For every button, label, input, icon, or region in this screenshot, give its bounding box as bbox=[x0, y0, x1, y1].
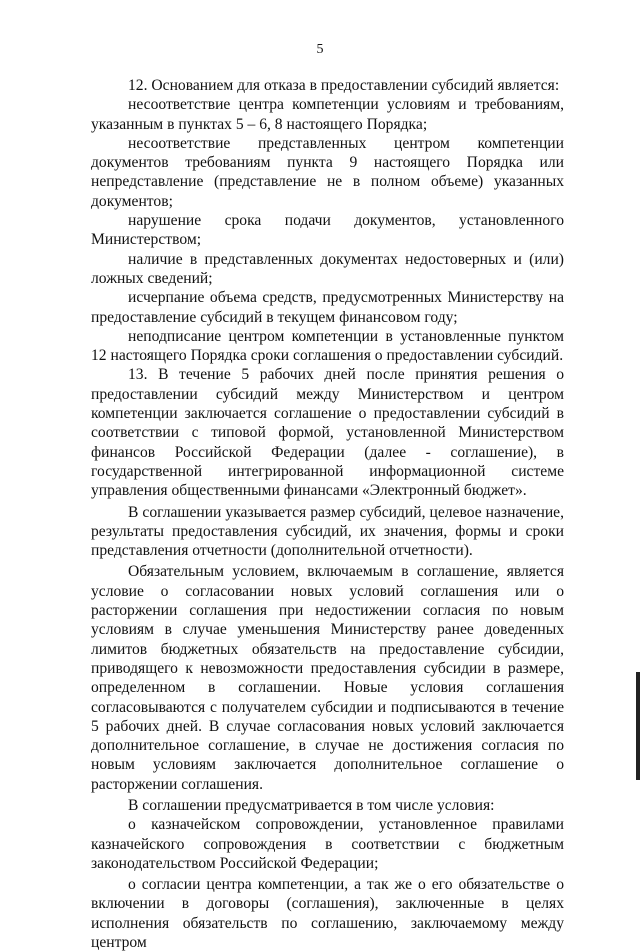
paragraph-mandatory-condition: Обязательным условием, включаемым в соглашение, является условие о согласовании новых условий соглашения или о расторжении соглашения при недостижении согласия по новым условиям в случае уменьшения Министерству ранее доведенных лимитов бюджетных обязательств на предоставление субсидии, приводящего к невозможности предоставления субсидии в размере, определенном в соглашении. Новые условия соглашения согласовываются с получателем субсидии и подписываются в течение 5 рабочих дней. В случае согласования новых условий заключается дополнительное соглашение, в случае не достижения согласия по новым условиям заключается дополнительное соглашение о расторжении соглашения. bbox=[91, 563, 564, 793]
paragraph-refusal-reason-4: наличие в представленных документах недостоверных и (или) ложных сведений; bbox=[91, 250, 564, 287]
paragraph-refusal-reason-1: несоответствие центра компетенции условиям и требованиям, указанным в пунктах 5 – 6, 8 настоящего Порядка; bbox=[91, 96, 564, 133]
paragraph-12-header: 12. Основанием для отказа в предоставлении субсидий является: bbox=[128, 77, 560, 94]
paragraph-refusal-reason-3: нарушение срока подачи документов, установленного Министерством; bbox=[91, 212, 564, 249]
paragraph-refusal-reason-6: неподписание центром компетенции в установленные пунктом 12 настоящего Порядка сроки соглашения о предоставлении субсидий. bbox=[91, 327, 564, 365]
paragraph-condition-consent: о согласии центра компетенции, а так же о его обязательстве о включении в договоры (соглашения), заключенные в целях исполнения обязательств по соглашению, заключаемому между центром bbox=[91, 876, 564, 952]
paragraph-13: 13. В течение 5 рабочих дней после принятия решения о предоставлении субсидий между Министерством и центром компетенции заключается соглашение о предоставлении субсидий в соответствии с типовой формой, установленной Министерством финансов Российской Федерации (далее - соглашение), в государственной интегрированной информационной системе управления общественными финансами «Электронный бюджет». bbox=[91, 366, 564, 500]
scan-edge-mark bbox=[636, 672, 640, 780]
paragraph-refusal-reason-2: несоответствие представленных центром компетенции документов требованиям пункта 9 настоящего Порядка или непредставление (представление не в полном объеме) указанных документов; bbox=[91, 134, 564, 210]
paragraph-conditions-intro: В соглашении предусматривается в том числе условия: bbox=[128, 796, 495, 814]
paragraph-condition-treasury: о казначейском сопровождении, установленное правилами казначейского сопровождения в соответствии с бюджетным законодательством Российской Федерации; bbox=[91, 816, 564, 872]
paragraph-agreement-contents: В соглашении указывается размер субсидий, целевое назначение, результаты предоставления субсидий, их значения, формы и сроки представления отчетности (дополнительной отчетности). bbox=[91, 503, 564, 560]
paragraph-refusal-reason-5: исчерпание объема средств, предусмотренных Министерству на предоставление субсидий в текущем финансовом году; bbox=[91, 289, 564, 326]
document-body bbox=[91, 76, 564, 952]
page-number: 5 bbox=[316, 42, 324, 57]
